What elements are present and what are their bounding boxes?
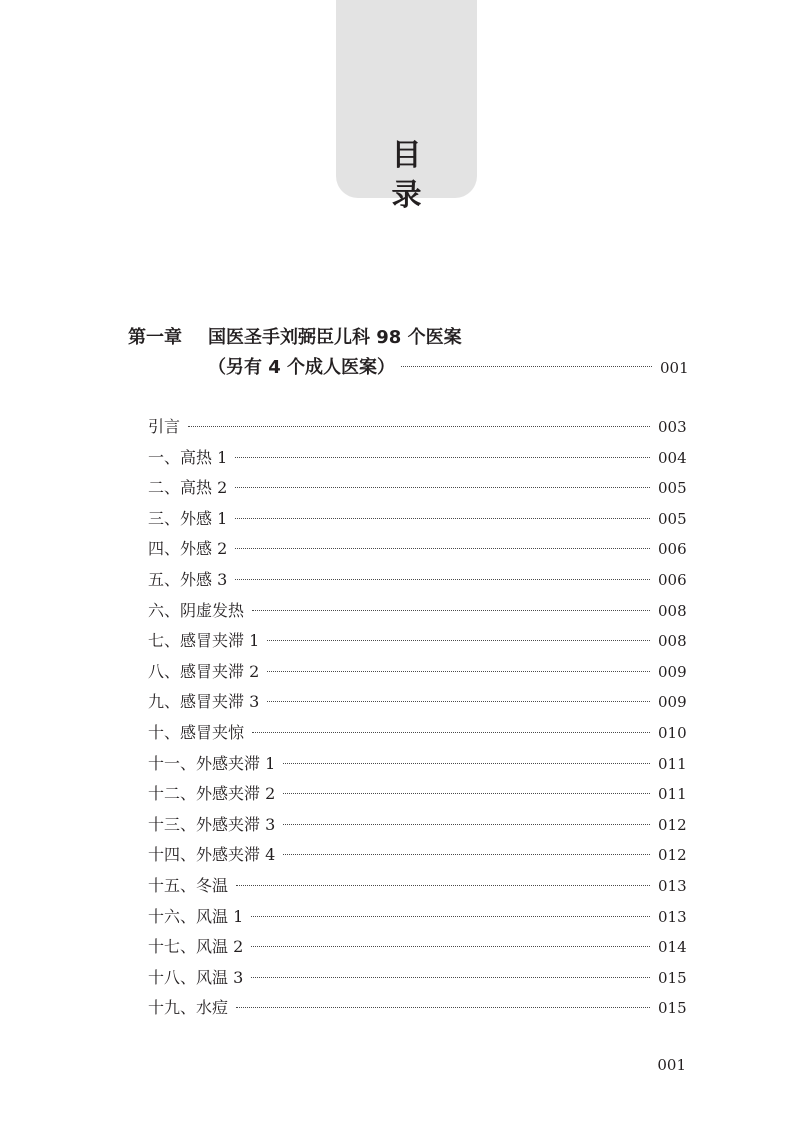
dot-leader xyxy=(251,916,650,917)
dot-leader xyxy=(252,732,650,733)
dot-leader xyxy=(267,640,650,641)
toc-list xyxy=(148,414,686,1026)
entry-page: 013 xyxy=(658,907,687,926)
dot-leader xyxy=(283,763,650,764)
entry-label: 三、外感 1 xyxy=(148,508,228,528)
toc-entry[interactable] xyxy=(148,965,686,996)
toc-entry[interactable] xyxy=(148,659,686,690)
entry-page: 013 xyxy=(658,876,687,895)
entry-page: 006 xyxy=(658,570,687,589)
entry-page: 005 xyxy=(658,479,687,498)
entry-label: 八、感冒夹滞 2 xyxy=(148,661,260,681)
entry-label: 十七、风温 2 xyxy=(148,937,244,957)
toc-entry[interactable] xyxy=(148,475,686,506)
dot-leader xyxy=(236,885,650,886)
chapter-subtitle: （另有 4 个成人医案） xyxy=(208,357,396,378)
entry-label: 十五、冬温 xyxy=(148,875,229,895)
entry-label: 四、外感 2 xyxy=(148,539,228,559)
chapter-line-2 xyxy=(128,357,688,379)
entry-label: 六、阴虚发热 xyxy=(148,600,245,620)
entry-page: 008 xyxy=(658,601,687,620)
toc-entry[interactable] xyxy=(148,873,686,904)
dot-leader xyxy=(267,671,650,672)
entry-label: 九、感冒夹滞 3 xyxy=(148,692,260,712)
entry-label: 一、高热 1 xyxy=(148,447,228,467)
entry-label: 引言 xyxy=(148,417,181,436)
dot-leader xyxy=(401,366,652,367)
entry-page: 011 xyxy=(658,754,687,773)
entry-label: 十二、外感夹滞 2 xyxy=(148,784,276,804)
entry-label: 七、感冒夹滞 1 xyxy=(148,631,260,651)
toc-entry[interactable] xyxy=(148,781,686,812)
toc-entry[interactable] xyxy=(148,934,686,965)
entry-page: 012 xyxy=(658,846,687,865)
entry-page: 006 xyxy=(658,540,687,559)
entry-label: 十八、风温 3 xyxy=(148,967,244,987)
entry-page: 003 xyxy=(658,418,687,436)
entry-label: 十三、外感夹滞 3 xyxy=(148,814,276,834)
entry-page: 014 xyxy=(658,938,687,957)
toc-entry[interactable] xyxy=(148,445,686,476)
title-tab xyxy=(336,0,477,213)
chapter-label: 第一章 xyxy=(128,327,182,348)
entry-page: 008 xyxy=(658,632,687,651)
entry-page: 004 xyxy=(658,448,687,467)
toc-entry[interactable] xyxy=(148,689,686,720)
chapter-line-1 xyxy=(128,327,688,349)
toc-entry[interactable] xyxy=(148,536,686,567)
entry-label: 二、高热 2 xyxy=(148,478,228,498)
chapter-heading xyxy=(128,327,688,379)
entry-page: 005 xyxy=(658,509,687,528)
dot-leader xyxy=(252,610,650,611)
toc-entry[interactable] xyxy=(148,414,686,445)
toc-entry[interactable] xyxy=(148,904,686,935)
toc-entry[interactable] xyxy=(148,995,686,1026)
entry-label: 十一、外感夹滞 1 xyxy=(148,753,276,773)
entry-label: 十四、外感夹滞 4 xyxy=(148,845,276,865)
entry-label: 十九、水痘 xyxy=(148,998,229,1018)
dot-leader xyxy=(283,854,650,855)
entry-page: 009 xyxy=(658,693,687,712)
toc-entry[interactable] xyxy=(148,751,686,782)
dot-leader xyxy=(251,946,650,947)
toc-entry[interactable] xyxy=(148,720,686,751)
entry-page: 015 xyxy=(658,999,687,1018)
dot-leader xyxy=(235,518,650,519)
toc-entry[interactable] xyxy=(148,598,686,629)
entry-label: 十、感冒夹惊 xyxy=(148,722,245,742)
toc-entry[interactable] xyxy=(148,506,686,537)
dot-leader xyxy=(236,1007,650,1008)
toc-entry[interactable] xyxy=(148,812,686,843)
dot-leader xyxy=(235,487,650,488)
entry-label: 五、外感 3 xyxy=(148,569,228,589)
dot-leader xyxy=(251,977,650,978)
entry-page: 012 xyxy=(658,815,687,834)
dot-leader xyxy=(283,793,650,794)
dot-leader xyxy=(267,701,650,702)
dot-leader xyxy=(235,457,650,458)
chapter-page-number: 001 xyxy=(660,359,689,377)
dot-leader xyxy=(235,548,650,549)
entry-page: 011 xyxy=(658,785,687,804)
dot-leader xyxy=(283,824,650,825)
toc-entry[interactable] xyxy=(148,628,686,659)
chapter-title: 国医圣手刘弼臣儿科 98 个医案 xyxy=(208,327,462,348)
page-footer-number: 001 xyxy=(657,1056,686,1074)
dot-leader xyxy=(188,426,650,427)
page-title: 目 录 xyxy=(391,138,444,213)
entry-label: 十六、风温 1 xyxy=(148,906,244,926)
dot-leader xyxy=(235,579,650,580)
entry-page: 009 xyxy=(658,662,687,681)
toc-entry[interactable] xyxy=(148,842,686,873)
entry-page: 015 xyxy=(658,968,687,987)
entry-page: 010 xyxy=(658,723,687,742)
toc-entry[interactable] xyxy=(148,567,686,598)
